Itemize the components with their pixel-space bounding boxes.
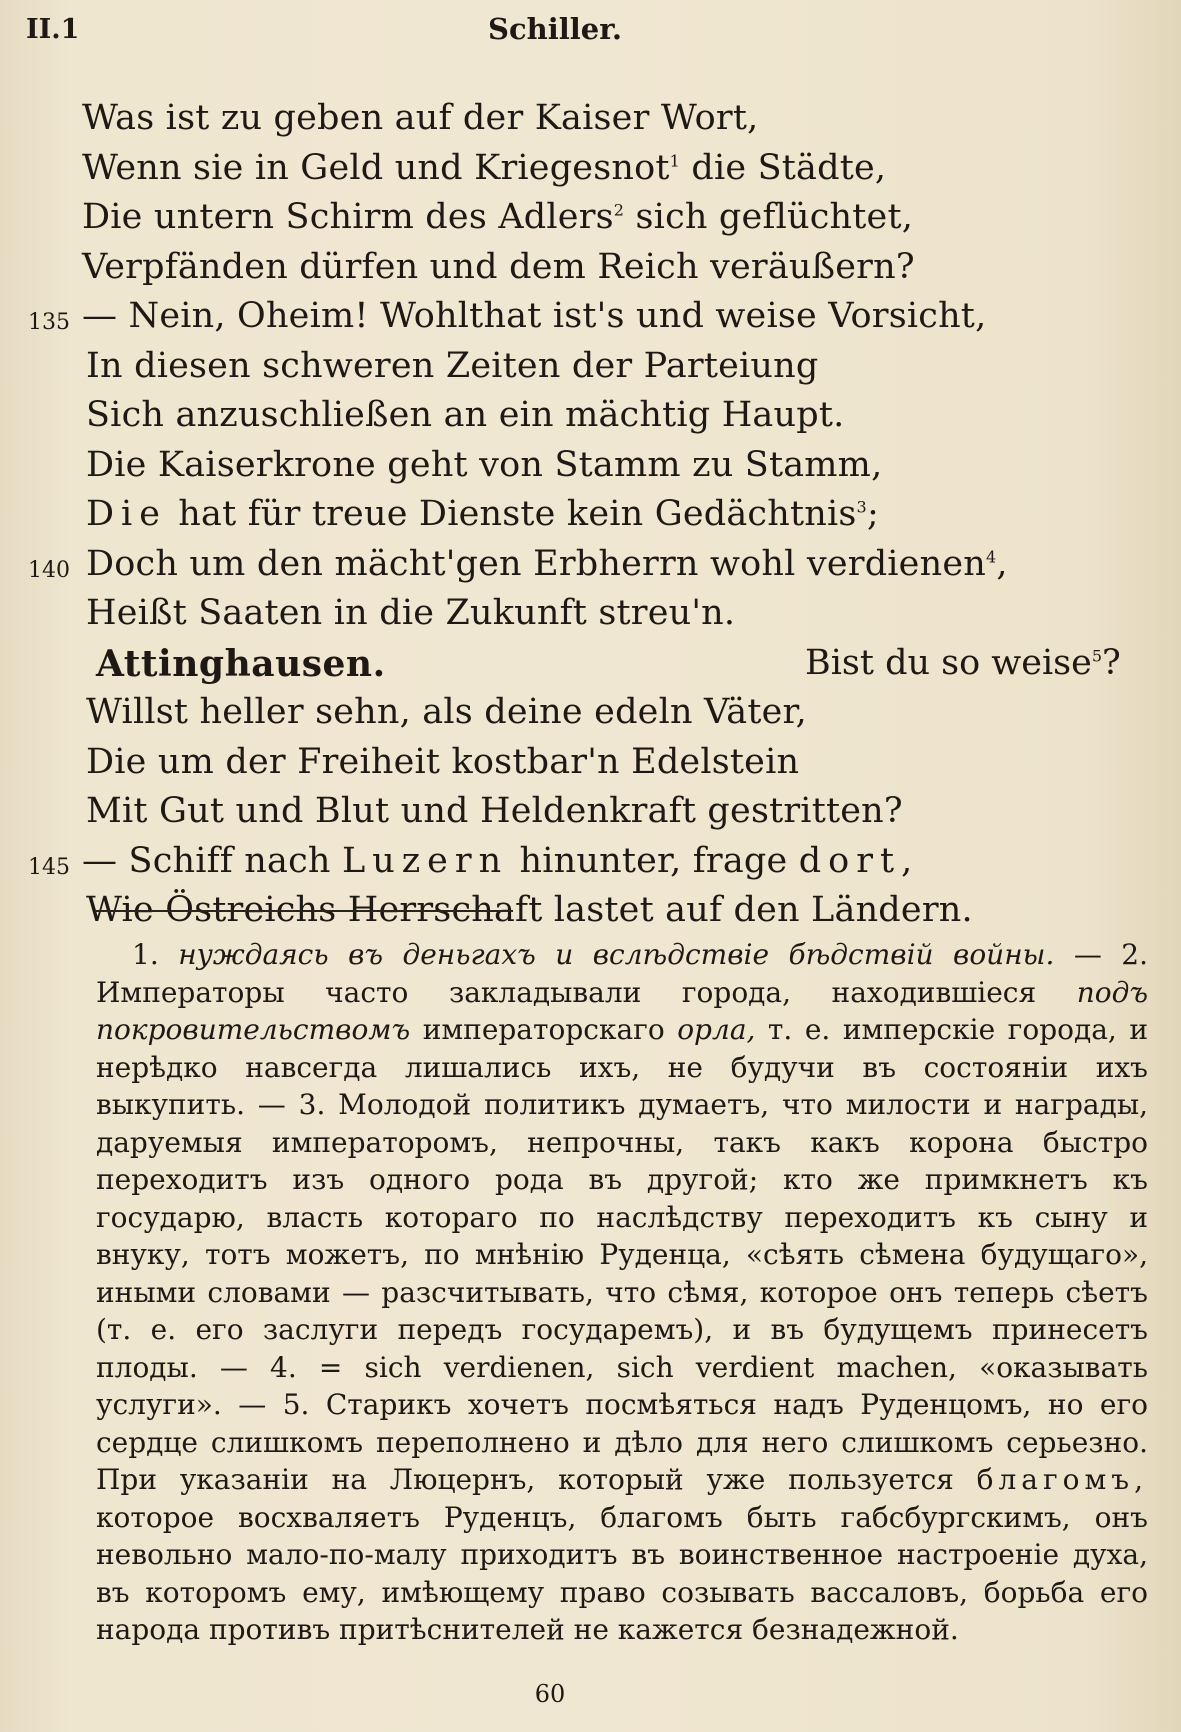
verse-line — [0, 742, 1181, 792]
verse-line — [0, 593, 1181, 643]
footnote-rule — [95, 910, 513, 912]
note-italic: орла, — [677, 1013, 756, 1046]
verse-text: Sich anzuschließen an ein mächtig Haupt. — [86, 395, 845, 435]
note-italic: нуждаясь въ деньгахъ и вслѣдствіе бѣдствій войны. — [178, 938, 1055, 971]
note-emphasis-spaced: благомъ, — [976, 1463, 1148, 1496]
verse-line — [0, 148, 1181, 198]
verse-text: Willst heller sehn, als deine edeln Väter, — [86, 692, 807, 732]
verse-text: — Nein, Oheim! Wohlthat ist's und weise Vorsicht, — [82, 296, 987, 336]
footnote-ref: 1 — [669, 150, 681, 170]
verse-text: Die Kaiserkrone geht von Stamm zu Stamm, — [86, 444, 883, 485]
verse-line — [0, 296, 1181, 346]
emphasis-spaced: dort — [798, 840, 902, 881]
verse-text: Wie Östreichs Herrschaft lastet auf den Ländern. — [86, 890, 973, 930]
footnotes — [96, 936, 1148, 1649]
note-italic: подъ покровительствомъ — [96, 975, 1148, 1046]
verse-line — [0, 544, 1181, 594]
verse-line — [0, 692, 1181, 742]
speaker-name: Attinghausen. — [96, 642, 386, 685]
line-number: 145 — [28, 854, 70, 880]
line-number: 135 — [28, 310, 70, 335]
verse-line — [0, 791, 1181, 841]
verse-text: Die um der Freiheit kostbar'n Edelstein — [86, 741, 800, 782]
speaker-line — [0, 643, 1181, 693]
speaker-verse: Bist du so weise$^5$? — [805, 642, 1121, 683]
verse-line — [0, 445, 1181, 495]
footnote-ref: 5 — [1091, 645, 1103, 665]
verse-line — [0, 346, 1181, 396]
verse-text: Die hat für treue Dienste kein Gedächtnis$^3$; — [86, 494, 879, 534]
verse-line — [0, 841, 1181, 891]
verse-text: Was ist zu geben auf der Kaiser Wort, — [82, 98, 759, 138]
verse-text: Mit Gut und Blut und Heldenkraft gestritten? — [86, 791, 903, 831]
verse-line — [0, 98, 1181, 148]
verse-text: Doch um den mächt'gen Erbherrn wohl verdienen$^4$, — [86, 543, 1008, 584]
verse-line — [0, 197, 1181, 247]
line-number: 140 — [28, 557, 70, 583]
footnote-ref: 2 — [613, 200, 625, 220]
verse-block — [0, 98, 1181, 940]
verse-line — [0, 890, 1181, 940]
footnote-ref: 3 — [856, 497, 867, 517]
verse-text: In diesen schweren Zeiten der Parteiung — [86, 345, 819, 386]
verse-text: Wenn sie in Geld und Kriegesnot$^1$ die Städte, — [82, 147, 887, 188]
footnote-ref: 4 — [986, 546, 997, 566]
verse-text: Verpfänden dürfen und dem Reich veräußern? — [82, 246, 915, 287]
verse-text: Die untern Schirm des Adlers$^2$ sich geflüchtet, — [82, 197, 914, 237]
verse-text: — Schiff nach Luzern hinunter, frage dort, — [82, 840, 913, 881]
verse-line — [0, 395, 1181, 445]
page-number: 60 — [534, 1680, 566, 1708]
section-marker: II.1 — [26, 14, 80, 45]
running-head-author: Schiller. — [488, 12, 622, 46]
emphasis-spaced: Luzern — [341, 840, 509, 881]
verse-line — [0, 247, 1181, 297]
emphasis-spaced: Die — [86, 494, 167, 534]
verse-text: Heißt Saaten in die Zukunft streu'n. — [86, 593, 736, 633]
footnote-paragraph: 1. нуждаясь въ деньгахъ и вслѣдствіе бѣдствій войны. — 2. Императоры часто закладывали города, находившіеся подъ покровительствомъ императорскаго орла, т. е. имперскіе города, и нерѣдко навсегда лишались ихъ, не будучи въ состояніи ихъ выкупить. — 3. Молодой политикъ думаетъ, что милости и награды, даруемыя императоромъ, непрочны, такъ какъ корона быстро переходитъ изъ одного рода въ другой; кто же примкнетъ къ государю, власть котораго по наслѣдству переходитъ къ сыну и внуку, тотъ можетъ, по мнѣнію Руденца, «сѣять сѣмена будущаго», иными словами — разсчитывать, что сѣмя, которое онъ теперь сѣетъ (т. е. его заслуги передъ государемъ), и въ будущемъ принесетъ плоды. — 4. = sich verdienen, sich verdient machen, «оказывать услуги». — 5. Старикъ хочетъ посмѣяться надъ Руденцомъ, но его сердце слишкомъ переполнено и дѣло для него слишкомъ серьезно. При указаніи на Люцернъ, который уже пользуется благомъ, которое восхваляетъ Руденцъ, благомъ быть габсбургскимъ, онъ невольно мало-по-малу приходитъ въ воинственное настроеніе духа, въ которомъ ему, имѣющему право созывать вассаловъ, борьба его народа противъ притѣснителей не кажется безнадежной. — [96, 938, 1149, 1646]
verse-line — [0, 494, 1181, 544]
